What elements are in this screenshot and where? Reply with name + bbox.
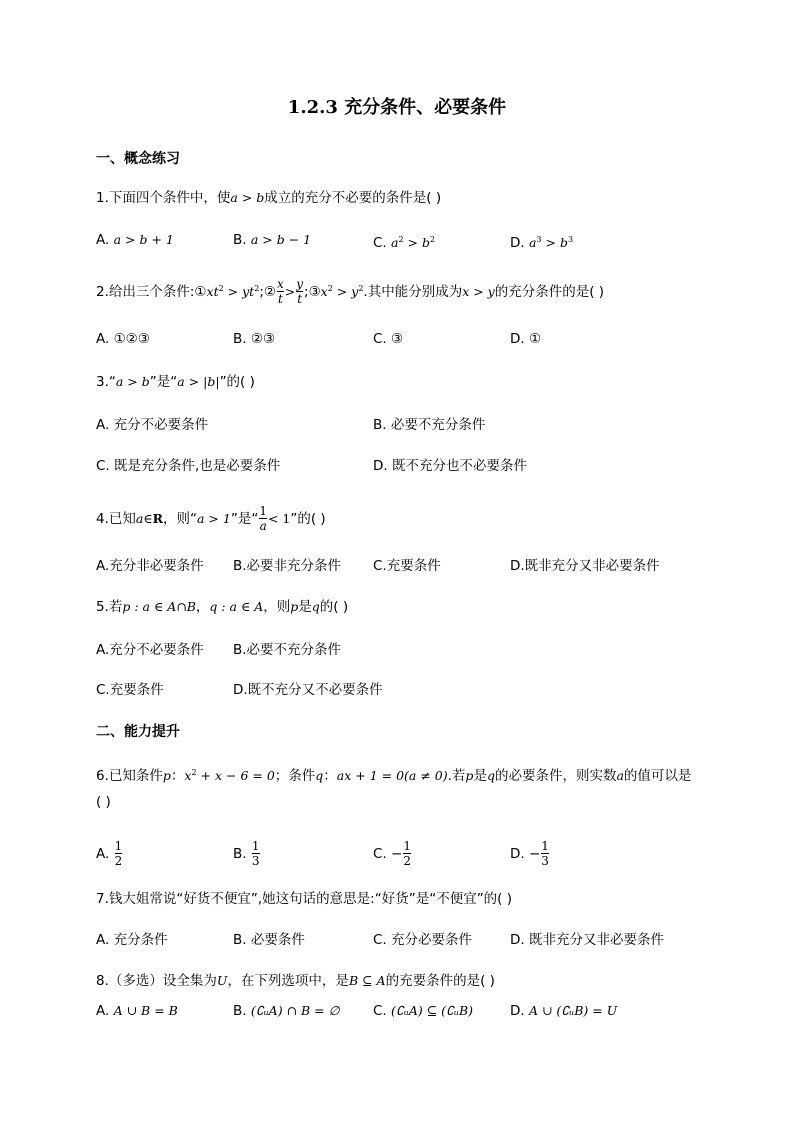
q6-eq1 [184,768,274,783]
q2-c3-a: x [320,284,328,299]
q6-stem-a: 是 [473,768,487,784]
q3-stem-pre: 3.“ [96,374,116,390]
question-6-stem [96,764,691,785]
q6-colon2: ： [323,768,337,784]
q6-c-label: C. − [373,846,403,862]
q6-option-b [233,840,261,868]
q6-stem-line2: ( ) [96,794,111,810]
q1-c-math [391,235,435,250]
q6-stem-mid: .若 [447,768,466,784]
q6-p2: p [465,768,474,783]
q2-f1-den: t [277,292,283,306]
section-heading-1: 一、概念练习 [96,151,180,167]
q6-d-den: 3 [541,854,549,868]
q6-d-fraction [541,840,549,868]
q6-q2: q [486,768,495,783]
q4-f-den: a [259,519,267,533]
q2-cond1 [207,284,260,299]
q4-option-b: B.必要非充分条件 [233,558,342,574]
q2-gt: > [284,284,296,299]
q4-stem-b: ”是“ [230,511,259,527]
q2-c3-exp2: 2 [358,284,364,293]
q6-a-den: 2 [114,854,123,868]
q5-option-c: C.充要条件 [96,682,164,698]
q4-math-in: ∈ [143,511,153,526]
q6-p: p [162,768,171,783]
q8-option-b [233,1002,340,1020]
q4-f-num: 1 [259,504,267,518]
q4-option-d: D.既非充分又非必要条件 [510,558,660,574]
q2-sep2: ;③ [304,284,321,300]
q1-c-mid: > b [403,235,430,250]
q1-b-label: B. [233,232,251,248]
q1-d-mid: > b [541,235,568,250]
q5-math-q: q [311,599,320,614]
q2-fraction-1 [277,278,284,306]
q5-stem-a: 是 [298,599,312,615]
q5-sep: ， [195,599,210,615]
q2-stem-post: 的充分条件的是( ) [494,284,605,300]
q1-stem-math: a > b [230,190,265,205]
q4-option-c: C.充要条件 [373,558,441,574]
q8-b-label: B. [233,1003,251,1019]
q8-c-math: (∁ᵤA) ⊆ (∁ᵤB) [391,1003,474,1018]
q5-math-1: p : a ∈ A∩B [122,599,196,614]
q2-option-b: B. ②③ [233,331,276,347]
q8-c-label: C. [373,1003,392,1019]
question-2-stem [96,278,604,306]
q8-stem-mid: ，在下列选项中，是 [227,973,349,989]
question-7-stem: 7.钱大姐常说“好货不便宜”,她这句话的意思是:“好货”是“不便宜”的( ) [96,891,513,907]
q3-math-2: a > |b| [177,374,220,389]
q6-a-fraction [115,840,123,868]
q2-f2-den: t [297,292,303,306]
q1-stem-post: 成立的充分不必要的条件是( ) [264,190,442,206]
q2-c1-mid: > yt [223,284,255,299]
q6-stem-post: 的值可以是 [623,768,692,784]
q1-d-label: D. [510,235,529,251]
q6-c-num: 1 [403,839,411,853]
question-4-stem [96,505,326,533]
q6-d-label: D. − [510,846,541,862]
q3-option-b: B. 必要不充分条件 [373,417,486,433]
page-title [0,99,794,117]
q8-u: U [216,973,228,988]
section-heading-2: 二、能力提升 [96,724,180,740]
q8-b-math: (∁ᵤA) ∩ B = ∅ [250,1003,340,1018]
q4-math-3: < 1 [267,511,291,526]
q3-option-a: A. 充分不必要条件 [96,417,209,433]
q7-option-a: A. 充分条件 [96,932,168,948]
title-number: 1.2.3 [287,97,338,118]
q2-f2-num: y [296,277,304,291]
q3-mid: ”是“ [149,374,178,390]
q1-d-exp2: 3 [567,235,574,244]
q7-option-d: D. 既非充分又非必要条件 [510,932,664,948]
q2-stem-pre: 2.给出三个条件:① [96,284,207,300]
q6-colon1: ： [170,768,185,784]
q6-a: a [616,768,624,783]
q8-a-label: A. [96,1003,114,1019]
q6-c-fraction [403,840,411,868]
q7-option-b: B. 必要条件 [233,932,305,948]
q8-math: B ⊆ A [348,973,386,988]
q6-a-num: 1 [114,839,123,853]
q5-stem-mid: ，则 [263,599,291,615]
q2-cond3 [321,284,364,299]
q2-option-a: A. ①②③ [96,331,150,347]
q6-option-a [96,840,123,868]
q4-math-2: a > 1 [197,511,231,526]
title-text: 充分条件、必要条件 [344,97,507,118]
q5-stem-post: 的( ) [319,599,349,615]
q6-eq1-exp: 2 [191,768,197,777]
q4-stem-a: ，则“ [163,511,197,527]
q5-option-d: D.既不充分又不必要条件 [233,682,383,698]
q8-d-math: A ∪ (∁ᵤB) = U [528,1003,618,1018]
q1-d-exp1: 3 [536,235,542,244]
q5-stem-pre: 5.若 [96,599,123,615]
q4-math-a: a [135,511,144,526]
q2-option-d: D. ① [510,331,542,347]
q6-q: q [315,768,324,783]
q6-b-label: B. [233,846,251,862]
q8-a-math: A ∪ B = B [113,1003,178,1018]
q1-b-math: a > b − 1 [250,232,312,247]
q2-c3-mid: > y [332,284,359,299]
q5-option-b: B.必要不充分条件 [233,642,342,658]
q6-option-d [510,840,550,868]
q1-option-d [510,231,573,252]
q2-c1-exp2: 2 [254,284,260,293]
question-8-stem [96,972,495,990]
q1-c-label: C. [373,235,392,251]
q7-option-c: C. 充分必要条件 [373,932,473,948]
question-5-stem [96,598,348,616]
q8-stem-pre: 8.（多选）设全集为 [96,973,217,989]
q3-option-d: D. 既不充分也不必要条件 [373,458,527,474]
q3-math-1: a > b [115,374,150,389]
q4-stem-post: ”的( ) [290,511,326,527]
q2-option-c: C. ③ [373,331,404,347]
q5-math-2: q : a ∈ A [209,599,264,614]
q8-stem-post: 的充要条件的是( ) [385,973,495,989]
q1-c-exp2: 2 [430,235,436,244]
q3-option-c: C. 既是充分条件,也是必要条件 [96,458,281,474]
q2-fraction-2 [296,278,303,306]
q6-c-den: 2 [403,854,411,868]
q1-d-base1: a [528,235,537,250]
q6-stem-pre: 6.已知条件 [96,768,163,784]
q5-math-p: p [290,599,299,614]
q1-d-math [529,235,573,250]
q2-stem-mid: .其中能分别成为 [363,284,463,300]
q1-option-a [96,231,174,249]
q2-c3-exp: 2 [327,284,333,293]
q1-stem-pre: 1.下面四个条件中，使 [96,190,231,206]
q6-eq1-a: x [184,768,192,783]
q1-option-c [373,231,435,252]
q6-eq1-b: + x − 6 = 0 [196,768,275,783]
q8-option-c [373,1002,473,1020]
q3-post: ”的( ) [219,374,255,390]
q4-stem-pre: 4.已知 [96,511,136,527]
q8-option-d [510,1002,617,1020]
q6-d-num: 1 [541,839,549,853]
question-1-stem [96,189,441,207]
q4-option-a: A.充分非必要条件 [96,558,204,574]
q2-sep1: ;② [259,284,276,300]
q4-fraction [259,505,267,533]
q6-semi: ；条件 [274,768,316,784]
q6-option-c [373,840,412,868]
q1-option-b [233,231,311,249]
q6-stem-b: 的必要条件，则实数 [494,768,617,784]
question-3-stem [96,373,255,391]
q1-c-base1: a [391,235,399,250]
q1-a-math: a > b + 1 [113,232,174,247]
q1-c-exp1: 2 [398,235,404,244]
q8-option-a [96,1002,178,1020]
q1-a-label: A. [96,232,114,248]
q4-math-R: R [152,511,163,526]
q2-c1-a: xt [206,284,219,299]
q6-b-den: 3 [251,854,260,868]
q2-c1-exp: 2 [218,284,224,293]
q8-d-label: D. [510,1003,529,1019]
q6-b-num: 1 [251,839,260,853]
q5-option-a: A.充分不必要条件 [96,642,204,658]
q6-eq2: ax + 1 = 0(a ≠ 0) [336,768,448,783]
q6-b-fraction [252,840,260,868]
q2-stem-math: x > y [462,284,495,299]
q6-a-label: A. [96,846,114,862]
q2-f1-num: x [276,277,284,291]
